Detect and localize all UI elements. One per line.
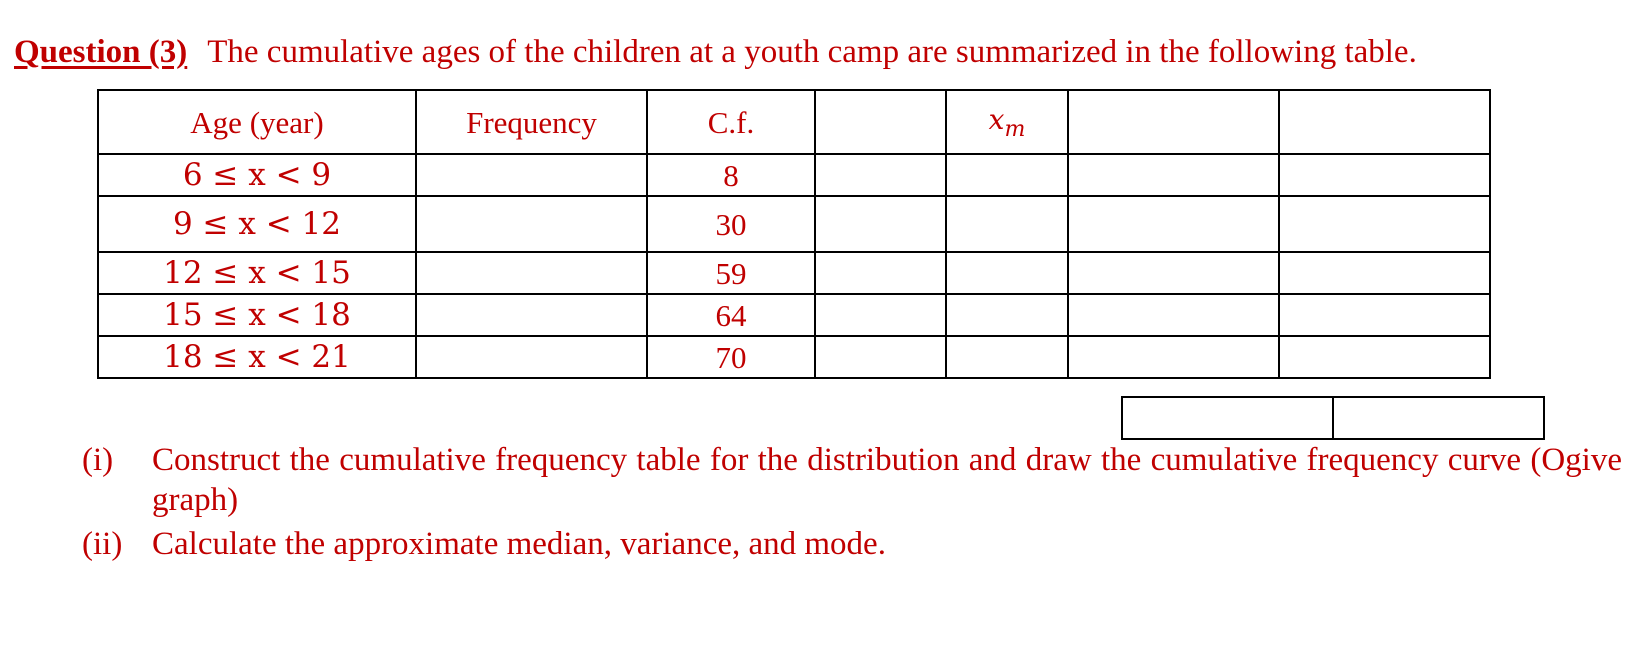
- totals-row: [1121, 396, 1545, 440]
- question-line: [14, 30, 1417, 74]
- empty-cell: [1068, 196, 1279, 252]
- header-frequency: Frequency: [416, 90, 647, 154]
- empty-cell: [1122, 397, 1333, 439]
- empty-cell: [1279, 336, 1490, 378]
- empty-cell: [815, 294, 946, 336]
- empty-cell: [946, 252, 1068, 294]
- empty-cell: [946, 154, 1068, 196]
- empty-cell: [1068, 252, 1279, 294]
- header-row: [98, 90, 1490, 154]
- midpoint-subscript: m: [1004, 117, 1026, 143]
- empty-cell: [815, 154, 946, 196]
- cf-cell: 70: [647, 336, 815, 378]
- frequency-cell: [416, 154, 647, 196]
- empty-cell: [1279, 154, 1490, 196]
- age-cell: 18 ≤ x < 21: [98, 336, 416, 378]
- midpoint-symbol: x: [988, 102, 1005, 136]
- empty-cell: [946, 336, 1068, 378]
- empty-cell: [1279, 294, 1490, 336]
- list-item: [82, 524, 1622, 564]
- task-text: Construct the cumulative frequency table for the distribution and draw the cumulative frequency curve (Ogive graph): [152, 442, 1622, 518]
- age-cell: 6 ≤ x < 9: [98, 154, 416, 196]
- table-row: [98, 154, 1490, 196]
- empty-cell: [1279, 196, 1490, 252]
- header-age: Age (year): [98, 90, 416, 154]
- header-blank-2: [1068, 90, 1279, 154]
- task-number: (ii): [82, 526, 123, 562]
- table-row: [98, 336, 1490, 378]
- empty-cell: [815, 196, 946, 252]
- cf-cell: 30: [647, 196, 815, 252]
- cf-cell: 64: [647, 294, 815, 336]
- empty-cell: [1068, 336, 1279, 378]
- empty-cell: [946, 294, 1068, 336]
- table-row: [98, 294, 1490, 336]
- task-number: (i): [82, 442, 114, 478]
- age-cell: 9 ≤ x < 12: [98, 196, 416, 252]
- empty-cell: [1333, 397, 1544, 439]
- empty-cell: [1279, 252, 1490, 294]
- cf-cell: 8: [647, 154, 815, 196]
- empty-cell: [815, 252, 946, 294]
- cf-cell: 59: [647, 252, 815, 294]
- task-text: Calculate the approximate median, variance, and mode.: [152, 526, 886, 562]
- table-row: [98, 196, 1490, 252]
- frequency-cell: [416, 252, 647, 294]
- task-list: [82, 440, 1622, 568]
- header-blank-1: [815, 90, 946, 154]
- age-cell: 12 ≤ x < 15: [98, 252, 416, 294]
- empty-cell: [946, 196, 1068, 252]
- frequency-cell: [416, 336, 647, 378]
- question-text: The cumulative ages of the children at a youth camp are summarized in the following table.: [207, 34, 1417, 70]
- frequency-cell: [416, 294, 647, 336]
- age-cell: 15 ≤ x < 18: [98, 294, 416, 336]
- table-row: [98, 252, 1490, 294]
- frequency-cell: [416, 196, 647, 252]
- header-midpoint: [946, 90, 1068, 154]
- question-label: Question (3): [14, 34, 188, 70]
- list-item: [82, 440, 1622, 520]
- header-blank-3: [1279, 90, 1490, 154]
- empty-cell: [1068, 294, 1279, 336]
- frequency-table: [97, 89, 1491, 379]
- header-cf: C.f.: [647, 90, 815, 154]
- empty-cell: [1068, 154, 1279, 196]
- empty-cell: [815, 336, 946, 378]
